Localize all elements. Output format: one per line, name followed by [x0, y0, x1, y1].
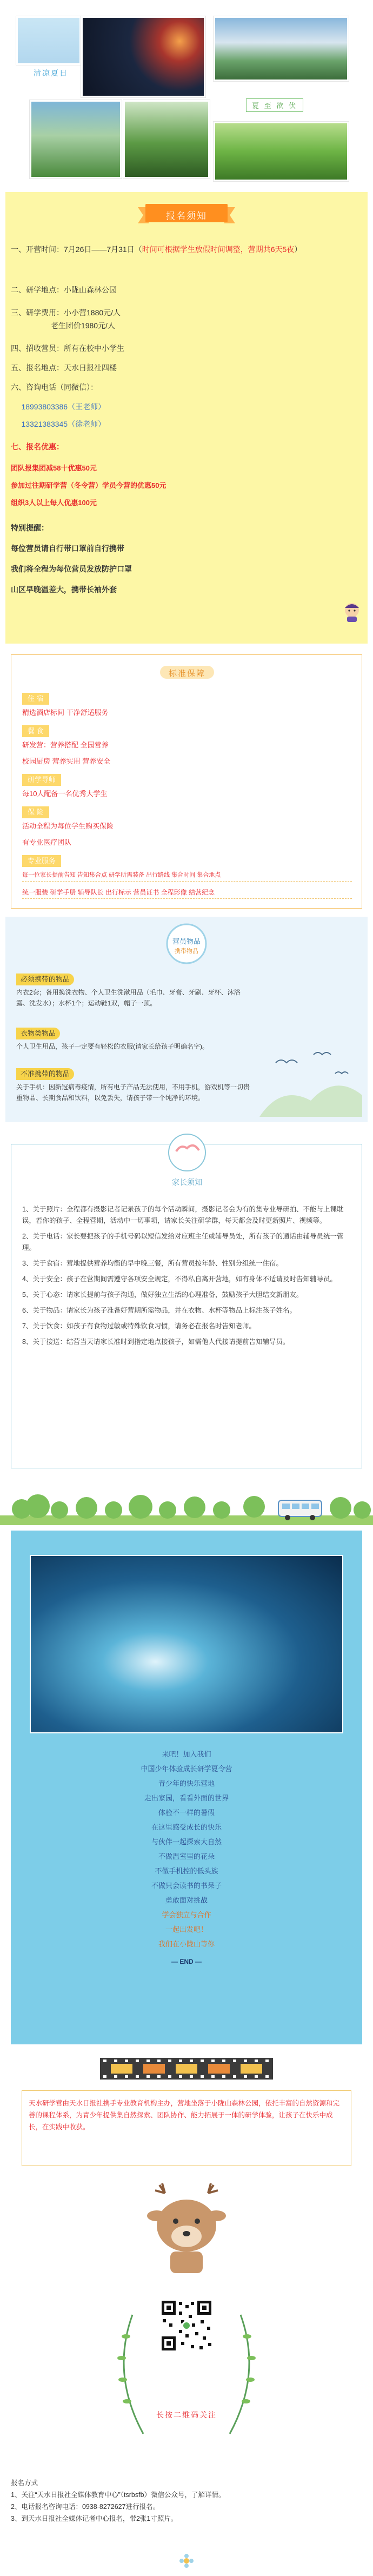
items-badge [159, 922, 214, 965]
header-collage [0, 0, 373, 189]
forest-path-photo [123, 100, 210, 178]
info-line-6: 五、报名地点：天水日报社四楼 [11, 363, 117, 372]
registration-info-section [5, 192, 368, 644]
items-badge-title: 营员物品 [172, 937, 201, 945]
deer-mascot-icon [132, 2182, 241, 2280]
promo-line: 来吧！加入我们 [162, 1750, 211, 1758]
footer-flower-icon [178, 2553, 195, 2569]
tag-lodging: 住 宿 [22, 693, 49, 705]
info-line-1: 一、开营时间：7月26日——7月31日（时间可根据学生放假时间调整，营期共6天5夜） [11, 245, 302, 254]
signup-line: 2、电话报名咨询电话：0938-8272627进行报名。 [11, 2503, 160, 2511]
notice-title: 特别提醒： [11, 524, 49, 532]
promo-lines [11, 1747, 362, 1951]
parent-notice-title: 家长须知 [172, 1178, 202, 1187]
film-strip-decoration [100, 2058, 273, 2080]
grass-forest-photo [214, 122, 349, 181]
end-marker: — END — [171, 1958, 202, 1965]
parent-paragraph: 8、关于接送：结营当天请家长准时到指定地点接孩子，如需他人代接请提前告知辅导员。 [22, 1338, 290, 1346]
promo-line: 我们在小陇山等你 [158, 1940, 215, 1948]
standard-line-2: 研发营：营养搭配 全园营养 [22, 741, 109, 749]
signup-title: 报名方式 [11, 2479, 38, 2487]
parent-paragraph: 1、关于照片：全程都有摄影记者记录孩子的每个活动瞬间，摄影记者会为有的集专业导研拍、不能与上课耽误，若你的孩子、全程营期，活动中一切事项，请家长关注研学群，每天都会及时更新照片、视频等。 [22, 1206, 344, 1224]
cartoon-child-icon [341, 600, 363, 623]
mountain-lake-photo [214, 16, 349, 81]
items-badge-sub: 携带物品 [175, 948, 198, 955]
standards-title: 标准保障 [168, 669, 205, 678]
signup-line: 1、关注“天水日报社全媒体教育中心”（tsrbsfb）微信公众号，了解详情。 [11, 2491, 225, 2499]
phone-link-2[interactable]: 13321383345（徐老师） [11, 420, 106, 428]
promo-line: 不做温室里的花朵 [158, 1852, 215, 1860]
item-text-required: 内衣2套；备用换洗衣物、个人卫生洗漱用品（毛巾、牙膏、牙刷、牙杯、沐浴露、洗发水）；水杯1个；运动鞋1双，帽子一顶。 [16, 989, 241, 1007]
parent-paragraph: 5、关于心态：请家长提前与孩子沟通，做好独立生活的心理准备，鼓励孩子大胆结交新朋友。 [22, 1291, 303, 1299]
parent-notice-section [11, 1144, 362, 1468]
notice-1: 每位营员请自行带口罩前自行携带 [11, 544, 124, 553]
ribbon-label: 报名须知 [166, 211, 207, 221]
notice-2: 我们将全程为每位营员发放防护口罩 [11, 565, 132, 573]
collage-caption-right: 夏 至 欲 伏 [246, 98, 303, 112]
item-text-forbidden: 关于手机：因新冠病毒疫情，所有电子产品无法使用，不用手机，游戏机等一切贵重物品、长期食品和饮料，以免丢失，请孩子带一个纯净的环境。 [16, 1083, 250, 1102]
collage-caption-left: 清凉夏日 [34, 69, 68, 78]
birds-illustration [259, 1041, 362, 1117]
section-ribbon [138, 202, 235, 227]
promo-line: 中国少年体验成长研学夏令营 [141, 1765, 232, 1773]
caption-panel [214, 87, 349, 119]
notice-3: 山区早晚温差大，携带长袖外套 [11, 585, 117, 594]
info-line-2: 二、研学地点：小陇山森林公园 [11, 286, 117, 294]
info-line-5: 四、招收营员：所有在校中小学生 [11, 344, 124, 353]
info-line-7: 六、咨询电话（同微信）： [11, 383, 98, 392]
parent-notice-badge [165, 1131, 209, 1174]
qr-label: 长按二维码关注 [156, 2411, 217, 2419]
promo-section [11, 1531, 362, 2044]
promo-line: 在这里感受成长的快乐 [151, 1823, 222, 1831]
planet-photo [81, 16, 205, 97]
promo-line: 青少年的快乐营地 [158, 1779, 215, 1787]
tag-meals: 餐 食 [22, 725, 49, 737]
info-line-4: 老生团价1980元/人 [11, 321, 115, 330]
tag-insurance: 保 险 [22, 806, 49, 818]
promo-line: 与伙伴一起探索大自然 [151, 1838, 222, 1846]
discount-2: 参加过往期研学营（冬令营）学员今营的优惠50元 [11, 481, 166, 489]
about-box: 天水研学营由天水日报社携手专业教育机构主办，营地坐落于小陇山森林公园，依托丰富的自然资源和完善的课程体系，为青少年提供集自然探索、团队协作、能力拓展于一体的研学体验，让孩子在快乐中成长，在实践中收获。 [22, 2090, 351, 2166]
bus-scene-illustration [0, 1482, 373, 1525]
parent-paragraph: 3、关于食宿：营地提供营养均衡的早中晚三餐，所有营员按年龄、性别分组统一住宿。 [22, 1260, 283, 1267]
standards-footer: 统一服装 研学手册 辅导队长 出行标示 营员证书 全程影像 结营纪念 [22, 886, 352, 899]
discount-1: 团队报集团减58十优惠50元 [11, 464, 97, 472]
standard-line-1: 精选酒店标间 干净舒适服务 [22, 708, 109, 717]
item-text-clothes: 个人卫生用品，孩子一定要有轻松的衣服(请家长给孩子明确名字)。 [16, 1043, 209, 1050]
tag-mentors: 研学导师 [22, 774, 61, 786]
discount-3: 组织3人以上每人优惠100元 [11, 499, 97, 507]
promo-line: 不做手机控的低头族 [155, 1867, 218, 1875]
standard-line-3: 校园厨房 营养实用 营养安全 [22, 757, 111, 765]
promo-line: 体验不一样的暑假 [158, 1809, 215, 1817]
parent-paragraph: 4、关于安全：孩子在营期间需遵守各项安全规定，不得私自离开营地，如有身体不适请及时告知辅导员。 [22, 1275, 337, 1283]
tree-field-photo [30, 100, 122, 178]
standard-line-5: 活动全程为每位学生购买保险 [22, 822, 114, 830]
standard-line-6: 有专业医疗团队 [22, 838, 72, 846]
discount-title: 七、报名优惠： [11, 442, 64, 451]
items-section [5, 917, 368, 1122]
standard-line-7: 每一位家长提前告知 告知集合点 研学所需装备 出行路线 集合时间 集合地点 [22, 869, 352, 882]
item-head-required: 必须携带的物品 [16, 974, 74, 985]
signup-section [11, 2477, 362, 2525]
ocean-wave-photo [30, 1555, 343, 1733]
parent-paragraph: 2、关于电话：家长要把孩子的手机号码以短信发给对应班主任或辅导员处，所有孩子的通话由辅导员统一管理。 [22, 1233, 344, 1251]
promo-line: 一起出发吧！ [165, 1925, 208, 1933]
item-head-clothes: 衣物类物品 [16, 1028, 60, 1039]
promo-line: 学会独立与合作 [162, 1911, 211, 1919]
promo-line: 不做只会读书的书呆子 [151, 1882, 222, 1890]
phone-link-1[interactable]: 18993803386（王老师） [11, 402, 106, 411]
promo-line: 勇敢面对挑战 [165, 1896, 208, 1904]
standards-section [11, 654, 362, 909]
parent-paragraph: 6、关于物品：请家长为孩子准备好营期所需物品，并在衣物、水杯等物品上标注孩子姓名。 [22, 1307, 296, 1314]
promo-line: 走出家园，看看外面的世界 [144, 1794, 229, 1802]
parent-paragraph: 7、关于饮食：如孩子有食物过敏或特殊饮食习惯，请务必在报名时告知老师。 [22, 1322, 256, 1330]
tag-service: 专业服务 [22, 855, 61, 867]
signup-line: 3、到天水日报社全媒体记者中心报名，带2张1寸照片。 [11, 2515, 178, 2522]
qr-code[interactable] [159, 2299, 214, 2353]
info-line-3: 三、研学费用：小小营1880元/人 [11, 308, 121, 317]
parent-notice-body [22, 1204, 352, 1348]
item-head-forbidden: 不准携带的物品 [16, 1068, 74, 1080]
sky-photo [16, 16, 81, 65]
standard-line-4: 每10人配备一名优秀大学生 [22, 790, 108, 798]
